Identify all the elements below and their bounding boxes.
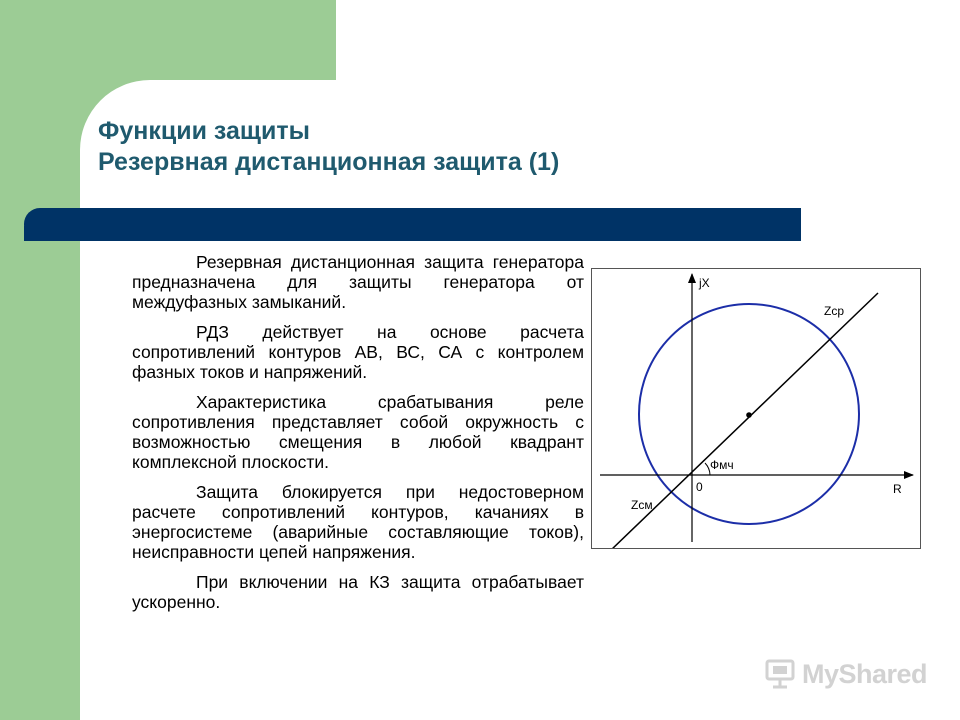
title-underline-bar — [24, 208, 801, 241]
paragraph-3: Характеристика срабатывания реле сопротивления представляет собой окружность с возможностью смещения в любой квадрант комплексной плоскости. — [132, 392, 584, 472]
circle-center-dot — [746, 412, 752, 418]
slide-title — [98, 116, 559, 178]
body-text — [132, 252, 584, 622]
phi-label: Фмч — [710, 458, 734, 472]
paragraph-4: Защита блокируется при недостоверном расчете сопротивлений контуров, качаниях в энергосистеме (аварийные составляющие токов), неисправности цепей напряжения. — [132, 482, 584, 562]
slide-title-line1: Функции защиты — [98, 117, 310, 145]
jx-label: jX — [699, 276, 710, 290]
zsr-label: Zср — [824, 304, 845, 318]
origin-label: 0 — [696, 480, 703, 494]
watermark-logo — [764, 656, 928, 692]
impedance-diagram — [591, 268, 921, 549]
slide-title-line2: Резервная дистанционная защита (1) — [98, 148, 560, 176]
watermark-text: MyShared — [802, 658, 928, 689]
title-bar-notch — [24, 226, 68, 241]
r-label: R — [893, 482, 902, 496]
presentation-icon — [764, 658, 798, 690]
paragraph-1: Резервная дистанционная защита генератора предназначена для защиты генератора от междуфазных замыканий. — [132, 252, 584, 312]
paragraph-5: При включении на КЗ защита отрабатывает ускоренно. — [132, 572, 584, 612]
impedance-diagram-svg — [592, 269, 920, 548]
zsm-label: Zсм — [631, 498, 653, 512]
paragraph-2: РДЗ действует на основе расчета сопротивлений контуров АВ, ВС, СА с контролем фазных токов и напряжений. — [132, 322, 584, 382]
